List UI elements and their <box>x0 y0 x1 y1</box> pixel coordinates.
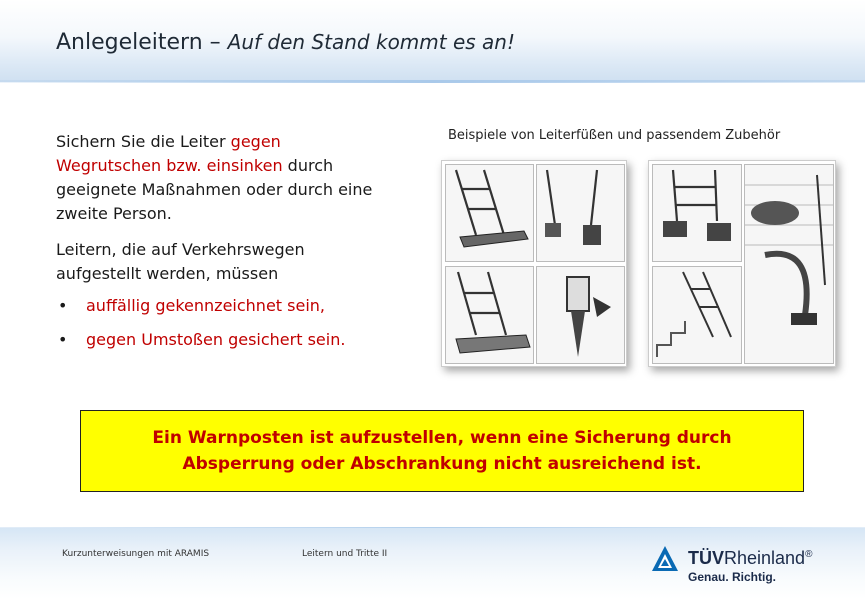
list-item-text: gegen Umstoßen gesichert sein. <box>86 330 346 349</box>
ladder-spike-foot-icon <box>537 165 624 261</box>
slide-title <box>56 30 515 55</box>
left-text-column <box>56 130 386 362</box>
brand-rest: Rheinland <box>724 548 806 568</box>
tuv-triangle-icon <box>650 544 680 574</box>
warning-box: Ein Warnposten ist aufzustellen, wenn eine Sicherung durch Absperrung oder Abschrankung nicht ausreichend ist. <box>80 410 804 492</box>
ladder-base-board-icon <box>446 267 533 363</box>
requirement-list <box>56 294 386 352</box>
header-divider <box>0 80 865 83</box>
ladder-foot-illustration <box>536 266 625 364</box>
ladder-plate-icon <box>446 165 533 261</box>
ladder-foot-illustration <box>445 266 534 364</box>
ladder-foot-illustration <box>445 164 534 262</box>
figure-caption: Beispiele von Leiterfüßen und passendem Zubehör <box>448 128 781 143</box>
text-segment: Sichern Sie die Leiter <box>56 132 231 151</box>
text-highlight: gegen Wegrutschen bzw. einsinken <box>56 132 283 175</box>
ladder-foot-illustration <box>536 164 625 262</box>
ground-spike-icon <box>537 267 624 363</box>
ladder-foot-illustration <box>744 164 834 364</box>
registered-mark: ® <box>805 549 813 560</box>
paragraph-traffic-routes: Leitern, die auf Verkehrswegen aufgestellt werden, müssen <box>56 240 305 283</box>
brand-name <box>688 548 812 569</box>
list-item-text: auffällig gekennzeichnet sein, <box>86 296 325 315</box>
footer-course-label: Kurzunterweisungen mit ARAMIS <box>62 549 210 559</box>
title-separator: – <box>202 30 228 55</box>
ladder-feet-figure-right <box>648 160 836 367</box>
tuv-rheinland-logo <box>650 544 830 588</box>
ladder-foot-illustration <box>652 164 742 262</box>
bullet-icon: • <box>58 330 68 349</box>
title-main: Anlegeleitern <box>56 30 203 55</box>
ladder-on-stairs-icon <box>653 267 741 363</box>
paragraph-secure-ladder <box>56 130 386 226</box>
stabilizer-arc-icon <box>745 165 833 363</box>
footer-topic-label: Leitern und Tritte II <box>302 549 388 559</box>
brand-bold: TÜV <box>688 548 724 568</box>
title-subtitle: Auf den Stand kommt es an! <box>227 30 515 54</box>
bullet-icon: • <box>58 296 68 315</box>
ladder-clamp-foot-icon <box>653 165 741 261</box>
list-item <box>56 294 386 318</box>
ladder-foot-illustration <box>652 266 742 364</box>
text-segment: durch geeignete Maßnahmen oder durch eine zweite Person. <box>56 156 373 223</box>
list-item <box>56 328 386 352</box>
brand-tagline: Genau. Richtig. <box>688 570 777 584</box>
ladder-feet-figure-left <box>441 160 627 367</box>
